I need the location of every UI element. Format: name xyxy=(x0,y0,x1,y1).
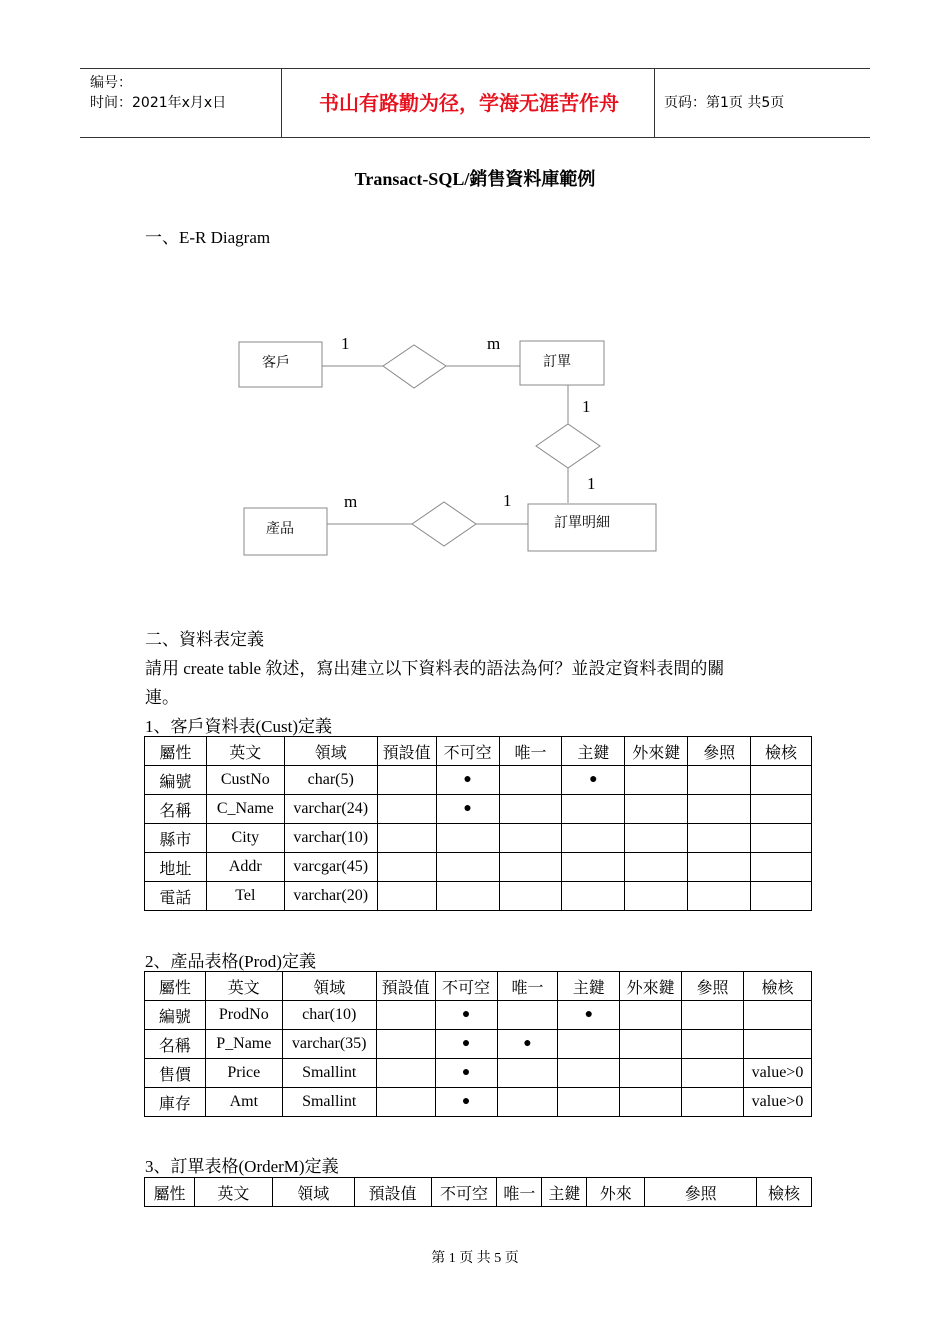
table-row xyxy=(145,1059,812,1088)
table-cell xyxy=(558,1088,620,1117)
table-cell: 庫存 xyxy=(145,1088,206,1117)
table-cell xyxy=(499,882,562,911)
column-header: 不可空 xyxy=(436,737,499,766)
table-cell: 地址 xyxy=(145,853,207,882)
table-cell xyxy=(562,795,625,824)
table-cell xyxy=(499,795,562,824)
table-cell xyxy=(625,882,688,911)
table-cell: Smallint xyxy=(282,1088,376,1117)
entity-product-label: 產品 xyxy=(266,522,294,537)
column-header: 外來 xyxy=(587,1178,645,1207)
column-header: 英文 xyxy=(205,972,282,1001)
table-cell xyxy=(751,766,812,795)
table-cell: ● xyxy=(436,795,499,824)
table-cell xyxy=(497,1001,558,1030)
table-row xyxy=(145,824,812,853)
table-cell xyxy=(376,1059,435,1088)
table-cell: varcgar(45) xyxy=(284,853,377,882)
column-header: 檢核 xyxy=(743,972,811,1001)
column-header: 主鍵 xyxy=(542,1178,587,1207)
table-cell: ● xyxy=(436,766,499,795)
table-cell xyxy=(377,824,436,853)
table-cell: City xyxy=(206,824,284,853)
column-header: 英文 xyxy=(194,1178,272,1207)
table-cell xyxy=(436,824,499,853)
column-header: 參照 xyxy=(645,1178,757,1207)
table-cell xyxy=(377,766,436,795)
column-header: 參照 xyxy=(682,972,744,1001)
table-cell: ● xyxy=(497,1030,558,1059)
table-cell xyxy=(558,1030,620,1059)
table-cell xyxy=(620,1030,682,1059)
table-cell: ● xyxy=(558,1001,620,1030)
table-cell xyxy=(562,853,625,882)
column-header: 領域 xyxy=(284,737,377,766)
table-cell xyxy=(682,1001,744,1030)
table-cell xyxy=(376,1030,435,1059)
table-cell: char(10) xyxy=(282,1001,376,1030)
column-header: 檢核 xyxy=(757,1178,812,1207)
table-cell: varchar(20) xyxy=(284,882,377,911)
column-header: 外來鍵 xyxy=(620,972,682,1001)
table-cell xyxy=(436,853,499,882)
column-header: 屬性 xyxy=(145,1178,195,1207)
table-cell xyxy=(376,1088,435,1117)
column-header: 屬性 xyxy=(145,737,207,766)
table-cell xyxy=(751,824,812,853)
table-cell: value>0 xyxy=(743,1059,811,1088)
table-cell xyxy=(377,882,436,911)
column-header: 預設值 xyxy=(376,972,435,1001)
cardinality-label: 1 xyxy=(587,474,596,493)
table-cell xyxy=(743,1030,811,1059)
cust-definition-table xyxy=(144,736,812,911)
er-diagram xyxy=(0,0,950,600)
table-cell: 名稱 xyxy=(145,1030,206,1059)
table-cell: Price xyxy=(205,1059,282,1088)
relationship-diamond xyxy=(412,502,476,546)
table-cell: 編號 xyxy=(145,1001,206,1030)
prod-definition-table xyxy=(144,971,812,1117)
table-cell: Amt xyxy=(205,1088,282,1117)
table2-caption: 2、產品表格(Prod)定義 xyxy=(145,952,316,971)
table-cell xyxy=(688,824,751,853)
table-cell: varchar(10) xyxy=(284,824,377,853)
instruction-line: 請用 create table 敘述，寫出建立以下資料表的語法為何？並設定資料表間的關 xyxy=(145,659,725,678)
table-cell xyxy=(499,853,562,882)
cardinality-label: 1 xyxy=(503,491,512,510)
column-header: 領域 xyxy=(282,972,376,1001)
table-cell xyxy=(436,882,499,911)
column-header: 不可空 xyxy=(431,1178,497,1207)
document-title: Transact-SQL/銷售資料庫範例 xyxy=(354,169,596,189)
table-cell xyxy=(751,853,812,882)
table-cell xyxy=(377,795,436,824)
table-header-row xyxy=(145,972,812,1001)
header-page-info: 页码：第1页 共5页 xyxy=(664,95,785,111)
table-cell xyxy=(688,882,751,911)
table-cell: char(5) xyxy=(284,766,377,795)
table-cell xyxy=(625,795,688,824)
table-cell xyxy=(497,1059,558,1088)
table-cell xyxy=(499,766,562,795)
table-cell xyxy=(682,1030,744,1059)
relationship-diamond xyxy=(536,424,600,468)
column-header: 屬性 xyxy=(145,972,206,1001)
table-cell xyxy=(743,1001,811,1030)
table-cell: 名稱 xyxy=(145,795,207,824)
table-cell xyxy=(620,1001,682,1030)
table-cell xyxy=(751,795,812,824)
page-footer: 第 1 页 共 5 页 xyxy=(431,1251,519,1266)
column-header: 領域 xyxy=(272,1178,354,1207)
cardinality-label: m xyxy=(487,334,501,353)
table-row xyxy=(145,766,812,795)
table-cell: C_Name xyxy=(206,795,284,824)
column-header: 參照 xyxy=(688,737,751,766)
column-header: 英文 xyxy=(206,737,284,766)
table-cell xyxy=(688,766,751,795)
table-cell: ● xyxy=(435,1030,497,1059)
table-cell xyxy=(625,853,688,882)
table-cell: P_Name xyxy=(205,1030,282,1059)
table-header-row xyxy=(145,1178,812,1207)
header-number: 编号： xyxy=(90,75,132,91)
table3-caption: 3、訂單表格(OrderM)定義 xyxy=(145,1157,339,1176)
table-cell: ProdNo xyxy=(205,1001,282,1030)
header-time: 时间：2021年x月x日 xyxy=(90,95,227,111)
table-cell xyxy=(377,853,436,882)
table-cell: ● xyxy=(435,1088,497,1117)
column-header: 預設值 xyxy=(354,1178,431,1207)
table-cell xyxy=(620,1059,682,1088)
column-header: 唯一 xyxy=(497,972,558,1001)
column-header: 主鍵 xyxy=(558,972,620,1001)
table-cell xyxy=(688,795,751,824)
table-cell: Smallint xyxy=(282,1059,376,1088)
table-cell xyxy=(562,882,625,911)
column-header: 唯一 xyxy=(499,737,562,766)
table-row xyxy=(145,853,812,882)
table-row xyxy=(145,882,812,911)
column-header: 外來鍵 xyxy=(625,737,688,766)
table-cell xyxy=(682,1088,744,1117)
table-cell xyxy=(497,1088,558,1117)
entity-customer-label: 客戶 xyxy=(262,356,290,371)
table-cell: 編號 xyxy=(145,766,207,795)
table-cell xyxy=(562,824,625,853)
column-header: 主鍵 xyxy=(562,737,625,766)
instruction-line: 連。 xyxy=(145,688,179,707)
relationship-diamond xyxy=(383,345,446,388)
table-cell xyxy=(688,853,751,882)
table-header-row xyxy=(145,737,812,766)
entity-order-detail-label: 訂單明細 xyxy=(554,516,610,531)
table-cell: 售價 xyxy=(145,1059,206,1088)
table-cell: 電話 xyxy=(145,882,207,911)
table-cell xyxy=(625,766,688,795)
table-cell: ● xyxy=(435,1001,497,1030)
cardinality-label: m xyxy=(344,492,358,511)
table-cell xyxy=(751,882,812,911)
column-header: 檢核 xyxy=(751,737,812,766)
table-row xyxy=(145,1030,812,1059)
table1-caption: 1、客戶資料表(Cust)定義 xyxy=(145,717,332,736)
table-cell: Tel xyxy=(206,882,284,911)
column-header: 不可空 xyxy=(435,972,497,1001)
column-header: 唯一 xyxy=(497,1178,542,1207)
table-cell: varchar(24) xyxy=(284,795,377,824)
table-cell: value>0 xyxy=(743,1088,811,1117)
entity-order-label: 訂單 xyxy=(543,355,571,370)
table-cell: ● xyxy=(562,766,625,795)
table-cell: 縣市 xyxy=(145,824,207,853)
table-cell xyxy=(499,824,562,853)
table-cell xyxy=(625,824,688,853)
table-row xyxy=(145,795,812,824)
section-er-heading: 一、E-R Diagram xyxy=(145,228,271,247)
header-motto: 书山有路勤为径，学海无涯苦作舟 xyxy=(319,91,619,115)
section-tables-heading: 二、資料表定義 xyxy=(145,630,264,649)
table-row xyxy=(145,1001,812,1030)
table-cell: ● xyxy=(435,1059,497,1088)
orderm-definition-table xyxy=(144,1177,812,1207)
table-cell xyxy=(682,1059,744,1088)
table-cell: Addr xyxy=(206,853,284,882)
table-cell: CustNo xyxy=(206,766,284,795)
cardinality-label: 1 xyxy=(341,334,350,353)
table-cell xyxy=(620,1088,682,1117)
table-cell: varchar(35) xyxy=(282,1030,376,1059)
table-cell xyxy=(558,1059,620,1088)
table-cell xyxy=(376,1001,435,1030)
table-row xyxy=(145,1088,812,1117)
column-header: 預設值 xyxy=(377,737,436,766)
cardinality-label: 1 xyxy=(582,397,591,416)
